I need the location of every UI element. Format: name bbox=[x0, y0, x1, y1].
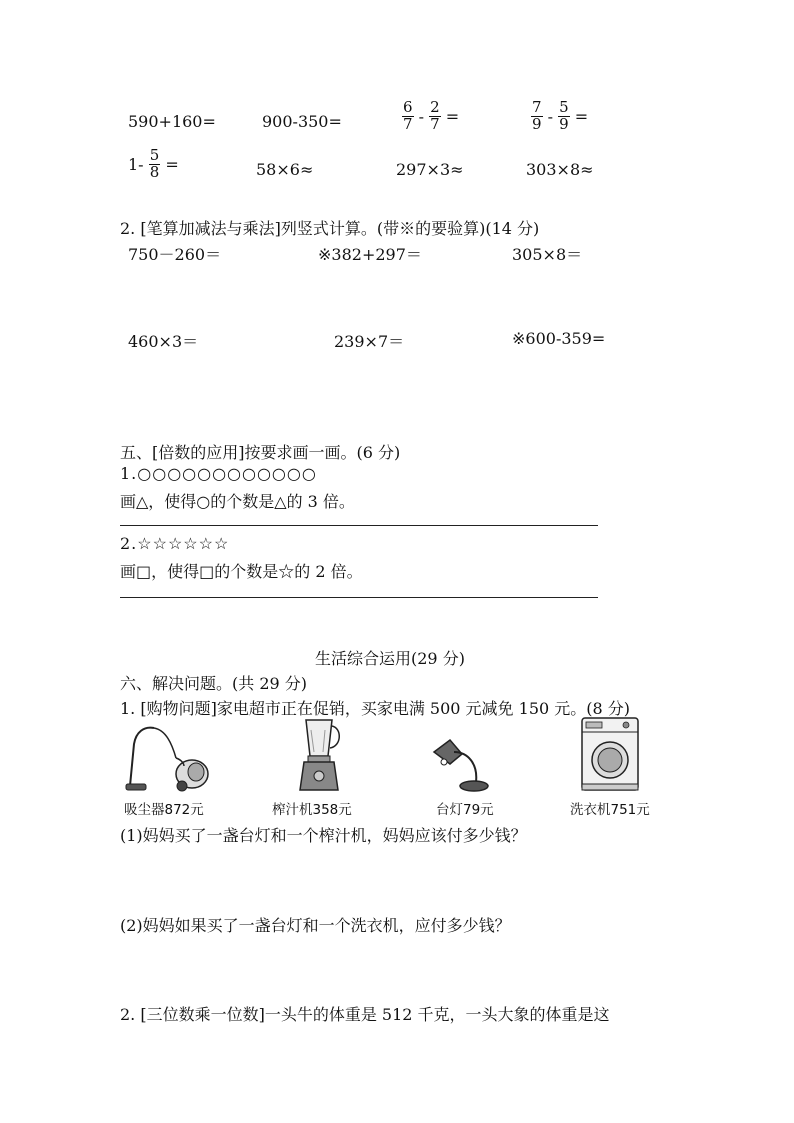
oral-r2-c: 297×3≈ bbox=[396, 160, 464, 179]
fraction: $\frac{7}{9}$ bbox=[532, 98, 542, 133]
fraction: $\frac{5}{9}$ bbox=[559, 98, 569, 133]
section5-p2-shapes: 2.☆☆☆☆☆☆ bbox=[120, 534, 230, 553]
q2-item: ※382+297＝ bbox=[318, 245, 422, 264]
q2-title: 2. [笔算加减法与乘法]列竖式计算。(带※的要验算)(14 分) bbox=[120, 219, 540, 238]
q2-item: 460×3＝ bbox=[128, 332, 199, 351]
section5-p2-instr: 画□，使得□的个数是☆的 2 倍。 bbox=[120, 562, 363, 581]
answer-line bbox=[120, 597, 598, 598]
q2-item: ※600-359= bbox=[512, 329, 606, 348]
product-label: 台灯79元 bbox=[436, 802, 494, 818]
fraction: $\frac{5}{8}$ bbox=[149, 146, 160, 181]
q2-text: 2. [三位数乘一位数]一头牛的体重是 512 千克，一头大象的体重是这 bbox=[120, 1005, 610, 1024]
q1-text: 1. [购物问题]家电超市正在促销，买家电满 500 元减免 150 元。(8 分) bbox=[120, 699, 631, 718]
section5-p1-shapes: 1.○○○○○○○○○○○○ bbox=[120, 464, 317, 483]
fraction: $\frac{6}{7}$ bbox=[403, 98, 413, 133]
product-label: 榨汁机358元 bbox=[272, 802, 352, 818]
oral-r1-c: $\frac{6}{7}$ - $\frac{2}{7}$ = bbox=[403, 98, 460, 133]
product-label: 吸尘器872元 bbox=[124, 802, 204, 818]
oral-r1-b: 900-350= bbox=[262, 112, 342, 131]
oral-r2-d: 303×8≈ bbox=[526, 160, 594, 179]
section6-title: 六、解决问题。(共 29 分) bbox=[120, 674, 308, 693]
sub-question-1: (1)妈妈买了一盏台灯和一个榨汁机，妈妈应该付多少钱？ bbox=[120, 826, 527, 845]
oral-r2-b: 58×6≈ bbox=[256, 160, 314, 179]
fraction: $\frac{2}{7}$ bbox=[430, 98, 440, 133]
product-label: 洗衣机751元 bbox=[570, 802, 650, 818]
vacuum-cleaner-icon bbox=[126, 720, 212, 794]
oral-r1-a: 590+160= bbox=[128, 112, 216, 131]
section5-p1-instr: 画△，使得○的个数是△的 3 倍。 bbox=[120, 492, 355, 511]
oral-r1-d: $\frac{7}{9}$ - $\frac{5}{9}$ = bbox=[532, 98, 589, 133]
section5-title: 五、[倍数的应用]按要求画一画。(6 分) bbox=[120, 443, 401, 462]
q2-item: 750－260＝ bbox=[128, 245, 222, 264]
oral-r2-a: 1- $\frac{5}{8}$ = bbox=[128, 146, 179, 181]
juicer-icon bbox=[296, 716, 344, 794]
washing-machine-icon bbox=[580, 716, 642, 794]
q2-item: 239×7＝ bbox=[334, 332, 405, 351]
life-heading: 生活综合运用(29 分) bbox=[315, 649, 465, 668]
q2-item: 305×8＝ bbox=[512, 245, 583, 264]
sub-question-2: (2)妈妈如果买了一盏台灯和一个洗衣机，应付多少钱？ bbox=[120, 916, 511, 935]
desk-lamp-icon bbox=[432, 738, 490, 794]
answer-line bbox=[120, 525, 598, 526]
